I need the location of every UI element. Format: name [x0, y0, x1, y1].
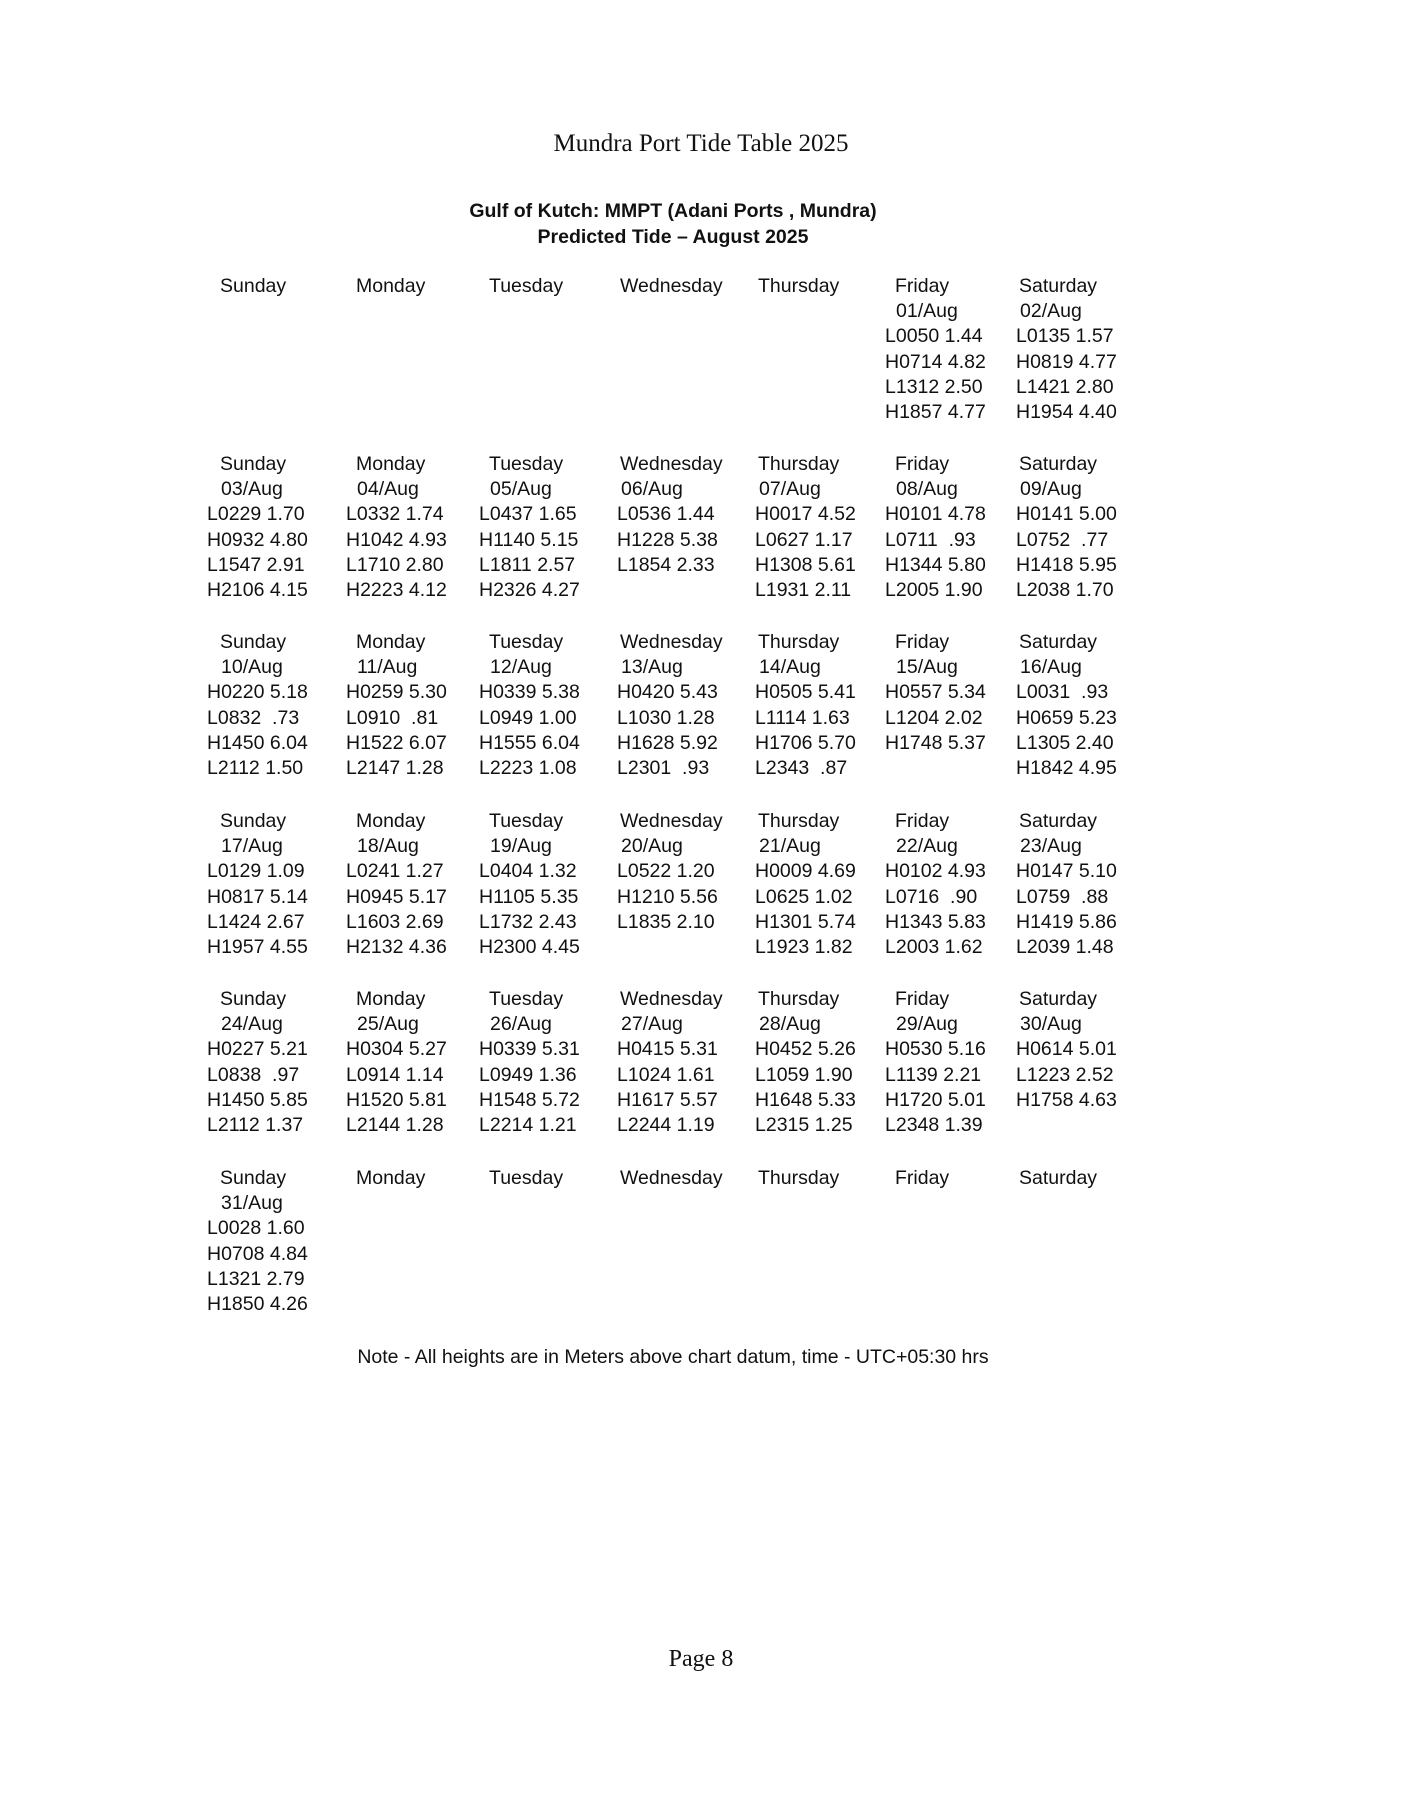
day-name: Tuesday [489, 1167, 564, 1189]
tide-entry: H1548 5.72 [479, 1088, 580, 1111]
tide-entry: L1835 2.10 [617, 910, 715, 933]
tide-entry: L2348 1.39 [885, 1114, 983, 1137]
tide-entry: L2315 1.25 [755, 1114, 853, 1137]
day-date: 24/Aug [221, 1013, 283, 1036]
tide-entry: H2223 4.12 [346, 579, 447, 602]
tide-entry: L0050 1.44 [885, 325, 983, 348]
day-date: 29/Aug [896, 1013, 958, 1036]
day-name: Thursday [758, 631, 840, 653]
day-cell [885, 274, 1020, 425]
day-cell [617, 1166, 752, 1191]
tide-entry: L1603 2.69 [346, 910, 444, 933]
day-cell [885, 987, 1020, 1138]
tide-entry: H0708 4.84 [207, 1242, 308, 1265]
tide-entry: H0415 5.31 [617, 1038, 718, 1061]
tide-entry: L2147 1.28 [346, 757, 444, 780]
day-cell [207, 987, 342, 1138]
day-date: 09/Aug [1020, 478, 1082, 501]
tide-entry: L2038 1.70 [1016, 579, 1114, 602]
tide-entry: L0031 .93 [1016, 681, 1109, 704]
day-date: 17/Aug [221, 835, 283, 858]
tide-entry: H2106 4.15 [207, 579, 308, 602]
day-name: Wednesday [620, 810, 723, 832]
day-cell [479, 809, 614, 960]
day-cell [207, 274, 342, 299]
day-name: Monday [356, 453, 426, 475]
tide-entry: H0817 5.14 [207, 885, 308, 908]
day-cell [755, 987, 890, 1138]
day-name: Tuesday [489, 453, 564, 475]
day-name: Tuesday [489, 988, 564, 1010]
day-cell [346, 452, 481, 603]
day-cell [617, 452, 752, 578]
day-name: Saturday [1019, 1167, 1098, 1189]
day-date: 20/Aug [621, 835, 683, 858]
tide-entry: L2003 1.62 [885, 936, 983, 959]
tide-entry: H0147 5.10 [1016, 860, 1117, 883]
footnote: Note - All heights are in Meters above chart datum, time - UTC+05:30 hrs [357, 1346, 989, 1368]
tide-entry: L0522 1.20 [617, 860, 715, 883]
tide-entry: L1059 1.90 [755, 1063, 853, 1086]
tide-entry: L0759 .88 [1016, 885, 1109, 908]
tide-entry: H1522 6.07 [346, 731, 447, 754]
tide-entry: H1857 4.77 [885, 401, 986, 424]
tide-entry: H1419 5.86 [1016, 910, 1117, 933]
day-date: 10/Aug [221, 656, 283, 679]
day-date: 16/Aug [1020, 656, 1082, 679]
day-cell [755, 1166, 890, 1191]
day-name: Thursday [758, 275, 840, 297]
day-name: Saturday [1019, 453, 1098, 475]
day-name: Saturday [1019, 988, 1098, 1010]
tide-entry: L1421 2.80 [1016, 375, 1114, 398]
document-title: Mundra Port Tide Table 2025 [553, 130, 849, 157]
tide-entry: L2144 1.28 [346, 1114, 444, 1137]
day-cell [617, 987, 752, 1138]
tide-entry: H1758 4.63 [1016, 1088, 1117, 1111]
tide-entry: L1139 2.21 [885, 1063, 982, 1086]
tide-entry: H0452 5.26 [755, 1038, 856, 1061]
tide-entry: H1617 5.57 [617, 1088, 718, 1111]
tide-entry: H0530 5.16 [885, 1038, 986, 1061]
day-cell [346, 1166, 481, 1191]
day-name: Wednesday [620, 453, 723, 475]
day-cell [479, 452, 614, 603]
tide-entry: L0625 1.02 [755, 885, 853, 908]
day-date: 26/Aug [490, 1013, 552, 1036]
day-name: Sunday [220, 1167, 287, 1189]
tide-entry: H0714 4.82 [885, 350, 986, 373]
tide-entry: H0819 4.77 [1016, 350, 1117, 373]
day-cell [885, 630, 1020, 756]
tide-entry: H0339 5.31 [479, 1038, 580, 1061]
day-cell [1016, 987, 1151, 1113]
day-cell [207, 1166, 342, 1317]
tide-entry: L2244 1.19 [617, 1114, 715, 1137]
tide-entry: L0404 1.32 [479, 860, 577, 883]
tide-entry: H0304 5.27 [346, 1038, 447, 1061]
day-cell [1016, 630, 1151, 781]
tide-entry: H1957 4.55 [207, 936, 308, 959]
day-name: Sunday [220, 631, 287, 653]
day-date: 06/Aug [621, 478, 683, 501]
day-cell [1016, 274, 1151, 425]
day-name: Sunday [220, 810, 287, 832]
day-date: 25/Aug [357, 1013, 419, 1036]
tide-entry: L0716 .90 [885, 885, 978, 908]
day-name: Tuesday [489, 810, 564, 832]
tide-entry: L0832 .73 [207, 706, 300, 729]
tide-entry: H1105 5.35 [479, 885, 579, 908]
day-name: Monday [356, 810, 426, 832]
tide-entry: L2112 1.50 [207, 757, 304, 780]
day-cell [346, 630, 481, 781]
tide-entry: L2039 1.48 [1016, 936, 1114, 959]
day-date: 13/Aug [621, 656, 683, 679]
tide-entry: H1450 6.04 [207, 731, 308, 754]
tide-entry: L1321 2.79 [207, 1267, 305, 1290]
day-name: Friday [895, 810, 950, 832]
day-cell [1016, 1166, 1151, 1191]
day-name: Wednesday [620, 988, 723, 1010]
tide-entry: L2343 .87 [755, 757, 848, 780]
day-date: 03/Aug [221, 478, 283, 501]
day-date: 30/Aug [1020, 1013, 1082, 1036]
tide-entry: L1204 2.02 [885, 706, 983, 729]
day-name: Wednesday [620, 275, 723, 297]
tide-entry: L0711 .93 [885, 528, 976, 551]
day-cell [885, 1166, 1020, 1191]
day-date: 11/Aug [357, 656, 418, 679]
tide-entry: L0229 1.70 [207, 503, 305, 526]
tide-entry: L0949 1.00 [479, 706, 577, 729]
day-date: 21/Aug [759, 835, 821, 858]
tide-entry: H0017 4.52 [755, 503, 856, 526]
day-date: 04/Aug [357, 478, 419, 501]
day-date: 22/Aug [896, 835, 958, 858]
tide-entry: H1748 5.37 [885, 731, 986, 754]
tide-entry: L2214 1.21 [479, 1114, 577, 1137]
day-name: Thursday [758, 988, 840, 1010]
day-cell [207, 809, 342, 960]
day-date: 01/Aug [896, 300, 958, 323]
day-name: Friday [895, 988, 950, 1010]
day-date: 27/Aug [621, 1013, 683, 1036]
tide-entry: L0627 1.17 [755, 528, 853, 551]
day-name: Thursday [758, 453, 840, 475]
day-date: 23/Aug [1020, 835, 1082, 858]
tide-entry: H0420 5.43 [617, 681, 718, 704]
tide-entry: L0332 1.74 [346, 503, 444, 526]
day-date: 15/Aug [896, 656, 958, 679]
day-name: Monday [356, 631, 426, 653]
day-cell [479, 987, 614, 1138]
tide-entry: L1931 2.11 [755, 579, 852, 602]
day-date: 19/Aug [490, 835, 552, 858]
tide-entry: L1223 2.52 [1016, 1063, 1114, 1086]
tide-entry: H1140 5.15 [479, 528, 579, 551]
tide-entry: L1547 2.91 [207, 553, 305, 576]
tide-entry: L0129 1.09 [207, 860, 305, 883]
day-cell [207, 452, 342, 603]
tide-entry: H0505 5.41 [755, 681, 856, 704]
day-name: Saturday [1019, 631, 1098, 653]
tide-entry: L2005 1.90 [885, 579, 983, 602]
tide-entry: H2326 4.27 [479, 579, 580, 602]
subtitle-location: Gulf of Kutch: MMPT (Adani Ports , Mundra) [469, 200, 877, 222]
tide-entry: L1923 1.82 [755, 936, 853, 959]
tide-entry: L0135 1.57 [1016, 325, 1114, 348]
tide-entry: H0339 5.38 [479, 681, 580, 704]
tide-entry: H1308 5.61 [755, 553, 856, 576]
tide-entry: L1024 1.61 [617, 1063, 715, 1086]
day-cell [479, 1166, 614, 1191]
day-cell [617, 630, 752, 781]
day-name: Friday [895, 631, 950, 653]
tide-entry: L1811 2.57 [479, 553, 576, 576]
tide-entry: L1854 2.33 [617, 553, 715, 576]
tide-entry: H1706 5.70 [755, 731, 856, 754]
tide-entry: H1343 5.83 [885, 910, 986, 933]
tide-entry: H1720 5.01 [885, 1088, 986, 1111]
day-name: Tuesday [489, 631, 564, 653]
subtitle-period: Predicted Tide – August 2025 [537, 226, 809, 248]
tide-entry: H1042 4.93 [346, 528, 447, 551]
day-cell [885, 452, 1020, 603]
day-date: 07/Aug [759, 478, 821, 501]
tide-entry: L1424 2.67 [207, 910, 305, 933]
day-date: 12/Aug [490, 656, 552, 679]
day-cell [617, 274, 752, 299]
day-name: Thursday [758, 1167, 840, 1189]
tide-entry: H0659 5.23 [1016, 706, 1117, 729]
day-name: Wednesday [620, 1167, 723, 1189]
tide-entry: L1305 2.40 [1016, 731, 1114, 754]
day-name: Saturday [1019, 810, 1098, 832]
day-date: 05/Aug [490, 478, 552, 501]
tide-entry: H1450 5.85 [207, 1088, 308, 1111]
day-name: Friday [895, 275, 950, 297]
day-name: Tuesday [489, 275, 564, 297]
day-date: 18/Aug [357, 835, 419, 858]
tide-entry: H1418 5.95 [1016, 553, 1117, 576]
tide-entry: H0141 5.00 [1016, 503, 1117, 526]
day-cell [755, 274, 890, 299]
day-name: Friday [895, 1167, 950, 1189]
day-date: 28/Aug [759, 1013, 821, 1036]
day-cell [346, 809, 481, 960]
tide-entry: H1954 4.40 [1016, 401, 1117, 424]
day-name: Monday [356, 1167, 426, 1189]
day-date: 14/Aug [759, 656, 821, 679]
day-cell [346, 274, 481, 299]
tide-entry: H0932 4.80 [207, 528, 308, 551]
tide-entry: L1732 2.43 [479, 910, 577, 933]
day-cell [755, 630, 890, 781]
day-name: Monday [356, 275, 426, 297]
day-name: Monday [356, 988, 426, 1010]
tide-entry: H1344 5.80 [885, 553, 986, 576]
tide-entry: H1842 4.95 [1016, 757, 1117, 780]
tide-entry: H1850 4.26 [207, 1293, 308, 1316]
day-date: 08/Aug [896, 478, 958, 501]
tide-entry: L2112 1.37 [207, 1114, 304, 1137]
day-name: Friday [895, 453, 950, 475]
tide-entry: H1628 5.92 [617, 731, 718, 754]
tide-entry: H0614 5.01 [1016, 1038, 1117, 1061]
day-date: 31/Aug [221, 1192, 283, 1215]
tide-entry: L2223 1.08 [479, 757, 577, 780]
tide-entry: L0536 1.44 [617, 503, 715, 526]
tide-entry: H0945 5.17 [346, 885, 447, 908]
tide-entry: H1520 5.81 [346, 1088, 447, 1111]
day-name: Sunday [220, 275, 287, 297]
tide-entry: L1312 2.50 [885, 375, 983, 398]
day-cell [755, 452, 890, 603]
tide-entry: H1648 5.33 [755, 1088, 856, 1111]
day-cell [885, 809, 1020, 960]
day-name: Thursday [758, 810, 840, 832]
tide-entry: L1030 1.28 [617, 706, 715, 729]
tide-entry: L0914 1.14 [346, 1063, 444, 1086]
tide-entry: L0437 1.65 [479, 503, 577, 526]
day-name: Wednesday [620, 631, 723, 653]
tide-entry: H0102 4.93 [885, 860, 986, 883]
tide-entry: H0259 5.30 [346, 681, 447, 704]
tide-entry: H1555 6.04 [479, 731, 580, 754]
tide-entry: L0838 .97 [207, 1063, 300, 1086]
tide-entry: L0028 1.60 [207, 1217, 305, 1240]
tide-entry: L0752 .77 [1016, 528, 1109, 551]
day-cell [1016, 452, 1151, 603]
day-cell [755, 809, 890, 960]
tide-entry: H0009 4.69 [755, 860, 856, 883]
day-cell [479, 274, 614, 299]
day-date: 02/Aug [1020, 300, 1082, 323]
day-name: Sunday [220, 453, 287, 475]
tide-entry: L1710 2.80 [346, 553, 444, 576]
day-name: Saturday [1019, 275, 1098, 297]
tide-entry: H0227 5.21 [207, 1038, 308, 1061]
day-cell [1016, 809, 1151, 960]
tide-entry: L0949 1.36 [479, 1063, 577, 1086]
tide-entry: L0910 .81 [346, 706, 439, 729]
tide-entry: H0101 4.78 [885, 503, 986, 526]
tide-entry: H1210 5.56 [617, 885, 718, 908]
page-number: Page 8 [668, 1646, 734, 1672]
tide-entry: H2132 4.36 [346, 936, 447, 959]
day-cell [207, 630, 342, 781]
tide-entry: L1114 1.63 [755, 706, 850, 729]
tide-entry: H0220 5.18 [207, 681, 308, 704]
day-cell [346, 987, 481, 1138]
day-cell [617, 809, 752, 935]
tide-entry: H2300 4.45 [479, 936, 580, 959]
tide-entry: L0241 1.27 [346, 860, 444, 883]
tide-entry: H0557 5.34 [885, 681, 986, 704]
tide-entry: L2301 .93 [617, 757, 710, 780]
tide-entry: H1228 5.38 [617, 528, 718, 551]
tide-entry: H1301 5.74 [755, 910, 856, 933]
day-name: Sunday [220, 988, 287, 1010]
day-cell [479, 630, 614, 781]
